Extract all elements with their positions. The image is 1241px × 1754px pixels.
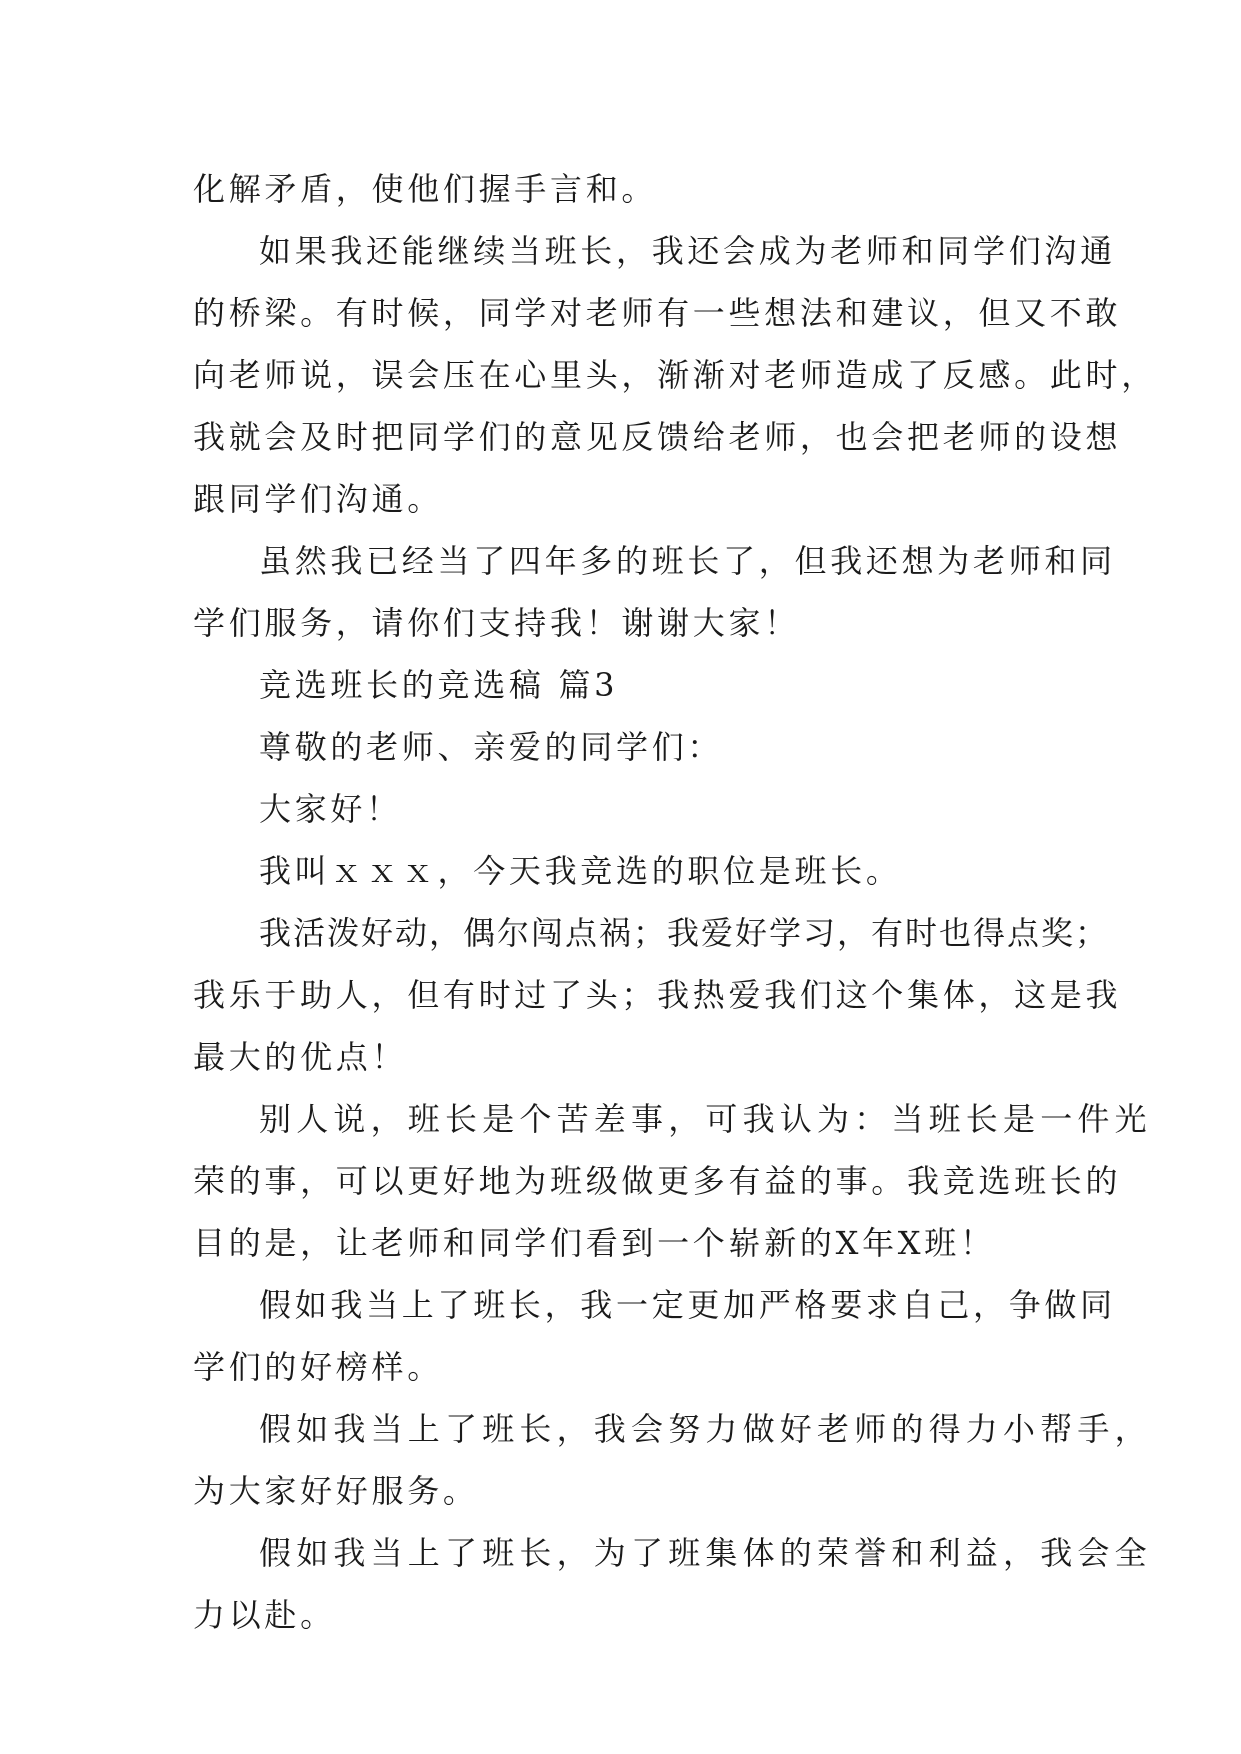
paragraph-line: 学们服务，请你们支持我！谢谢大家！ (193, 604, 800, 642)
paragraph-line: 目的是，让老师和同学们看到一个崭新的X年X班！ (193, 1224, 996, 1262)
paragraph-line: 跟同学们沟通。 (193, 480, 443, 518)
paragraph-line: 化解矛盾，使他们握手言和。 (193, 170, 658, 208)
greeting: 大家好！ (259, 790, 402, 828)
paragraph-line: 学们的好榜样。 (193, 1348, 443, 1386)
paragraph-line: 别人说，班长是个苦差事，可我认为：当班长是一件光 (259, 1100, 1152, 1138)
paragraph-line: 的桥梁。有时候，同学对老师有一些想法和建议，但又不敢 (193, 294, 1122, 332)
paragraph-line: 荣的事，可以更好地为班级做更多有益的事。我竞选班长的 (193, 1162, 1122, 1200)
paragraph-line: 最大的优点！ (193, 1038, 408, 1076)
document-page (193, 158, 1157, 1646)
paragraph-line: 力以赴。 (193, 1596, 336, 1634)
paragraph-line: 假如我当上了班长，我会努力做好老师的得力小帮手， (259, 1410, 1152, 1448)
paragraph-line: 假如我当上了班长，我一定更加严格要求自己，争做同 (259, 1286, 1116, 1324)
paragraph-line: 假如我当上了班长，为了班集体的荣誉和利益，我会全 (259, 1534, 1152, 1572)
paragraph-line: 我叫ｘｘｘ，今天我竞选的职位是班长。 (259, 852, 902, 890)
paragraph-line: 我活泼好动，偶尔闯点祸；我爱好学习，有时也得点奖； (259, 914, 1110, 952)
salutation: 尊敬的老师、亲爱的同学们： (259, 728, 724, 766)
paragraph-line: 我就会及时把同学们的意见反馈给老师，也会把老师的设想 (193, 418, 1122, 456)
paragraph-line: 我乐于助人，但有时过了头；我热爱我们这个集体，这是我 (193, 976, 1122, 1014)
paragraph-line: 如果我还能继续当班长，我还会成为老师和同学们沟通 (259, 232, 1116, 270)
paragraph-line: 为大家好好服务。 (193, 1472, 479, 1510)
paragraph-line: 虽然我已经当了四年多的班长了，但我还想为老师和同 (259, 542, 1116, 580)
paragraph-line: 向老师说，误会压在心里头，渐渐对老师造成了反感。此时， (193, 356, 1157, 394)
section-heading: 竞选班长的竞选稿 篇3 (259, 666, 619, 704)
